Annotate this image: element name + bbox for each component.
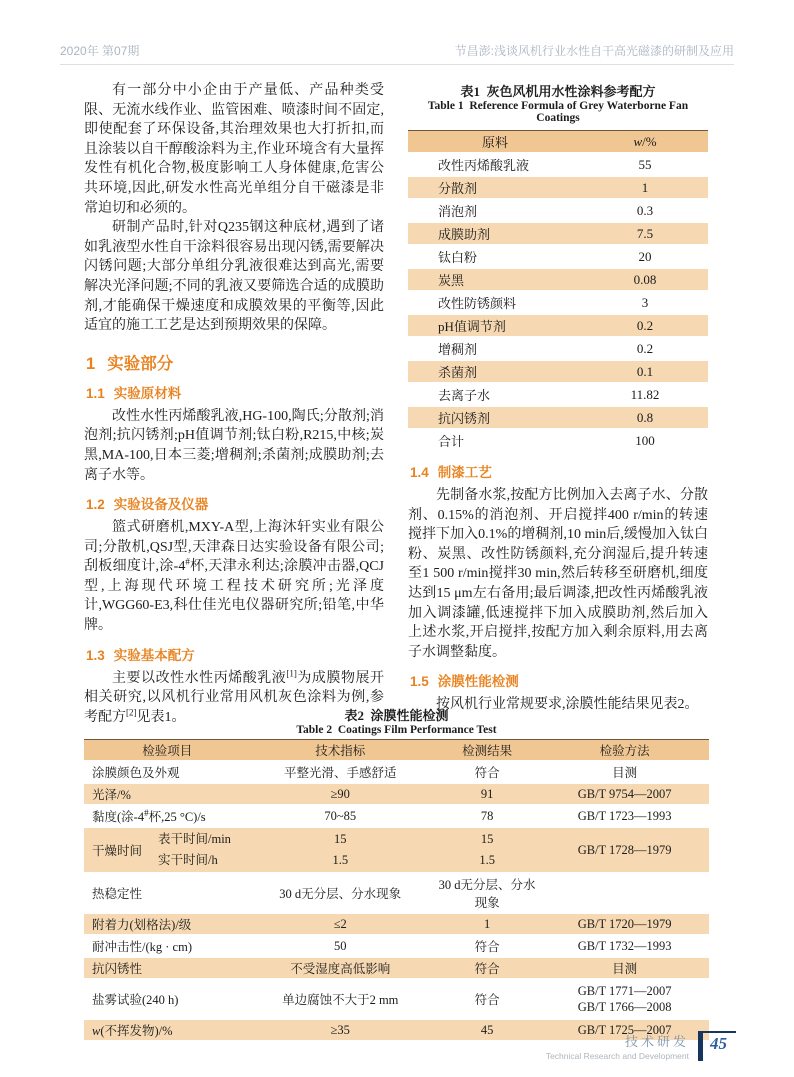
section-heading-1-1: 1.1 实验原材料 bbox=[86, 385, 182, 401]
table2-caption-zh: 表2 涂膜性能检测 bbox=[344, 708, 449, 723]
table-row: 抗闪锈剂 0.8 bbox=[408, 406, 708, 429]
header-rule bbox=[60, 64, 734, 65]
section-1-3-text: 主要以改性水性丙烯酸乳液[1]为成膜物展开相关研究,以风机行业常用风机灰色涂料为例,参考配方[2]见表1。 bbox=[84, 668, 385, 725]
table-row: 分散剂 1 bbox=[408, 176, 708, 199]
table-row: 杀菌剂 0.1 bbox=[408, 360, 708, 383]
table-row: 热稳定性 30 d无分层、分水现象 30 d无分层、分水现象 bbox=[84, 873, 709, 913]
table2-section bbox=[84, 705, 709, 1042]
section-heading-1-5: 1.5 涂膜性能检测 bbox=[410, 674, 519, 690]
table-row: 附着力(划格法)/级 ≤2 1 GB/T 1720—1979 bbox=[84, 913, 709, 935]
table-row: 抗闪锈性 不受湿度高低影响 符合 目测 bbox=[84, 957, 709, 979]
intro-paragraph-1: 有一部分中小企由于产量低、产品种类受限、无流水线作业、监管困难、喷漆时间不固定,即使配套了环保设备,其治理效果也大打折扣,而且涂装以自干醇酸涂料为主,作业环境含有大量挥发性有机化合物,极度影响工人身体健康,危害公共环境,因此,研发水性高光单组分自干磁漆是非常迫切和必须的。 bbox=[84, 83, 384, 216]
table-row: 耐冲击性/(kg · cm) 50 符合 GB/T 1732—1993 bbox=[84, 935, 709, 957]
table-row-drying-time: 干燥时间 表干时间/min 实干时间/h 15 1.5 15 1.5 GB/T 1728—1979 bbox=[84, 827, 709, 873]
page-number-box bbox=[698, 1031, 736, 1061]
table-row: 盐雾试验(240 h) 单边腐蚀不大于2 mm 符合 GB/T 1771—2007 GB/T 1766—2008 bbox=[84, 979, 709, 1019]
table2-header-row bbox=[84, 740, 709, 762]
table1-col2-header: w/% bbox=[582, 131, 708, 154]
table2-col-result: 检测结果 bbox=[434, 740, 540, 762]
page-footer bbox=[546, 1031, 736, 1061]
table2-col-item: 检验项目 bbox=[84, 740, 247, 762]
section-1-5-text: 按风机行业常规要求,涂膜性能结果见表2。 bbox=[436, 697, 699, 713]
left-column bbox=[84, 81, 385, 725]
table1-header-row bbox=[408, 131, 708, 154]
table-row: 合计 100 bbox=[408, 429, 708, 452]
table-row: pH值调节剂 0.2 bbox=[408, 314, 708, 337]
right-column bbox=[408, 81, 708, 713]
footer-section-en: Technical Research and Development bbox=[545, 1051, 689, 1061]
table2-performance bbox=[84, 739, 709, 1042]
table-row: 去离子水 11.82 bbox=[408, 383, 708, 406]
header-running-title: 节昌澎:浅谈风机行业水性自干高光磁漆的研制及应用 bbox=[454, 44, 734, 58]
table-row: 增稠剂 0.2 bbox=[408, 337, 708, 360]
section-1-2-text: 篮式研磨机,MXY-A型,上海沐轩实业有限公司;分散机,QSJ型,天津森日达实验设备有限公司;刮板细度计,涂-4#杯,天津永利达;涂膜冲击器,QCJ型,上海现代环境工程技术研究所;光泽度计,WGG60-E3,科仕佳光电仪器研究所;铅笔,中华牌。 bbox=[84, 520, 384, 634]
section-1-1-text: 改性水性丙烯酸乳液,HG-100,陶氏;分散剂;消泡剂;抗闪锈剂;pH值调节剂;钛白粉,R215,中核;炭黑,MA-100,日本三菱;增稠剂;杀菌剂;成膜助剂;去离子水等。 bbox=[84, 408, 384, 483]
table-row: 改性丙烯酸乳液 55 bbox=[408, 153, 708, 176]
table1-body bbox=[408, 153, 708, 452]
table-row: 涂膜颜色及外观 平整光滑、手感舒适 符合 目测 bbox=[84, 761, 709, 783]
table-row: 黏度(涂-4#杯,25 °C)/s 70~85 78 GB/T 1723—1993 bbox=[84, 805, 709, 827]
footer-section-zh: 技术研发 bbox=[624, 1034, 689, 1049]
table1-formula bbox=[408, 130, 708, 453]
table-row: 改性防锈颜料 3 bbox=[408, 291, 708, 314]
table-row: 光泽/% ≥90 91 GB/T 9754—2007 bbox=[84, 783, 709, 805]
page-number: 45 bbox=[710, 1034, 727, 1053]
footer-section-name bbox=[546, 1031, 689, 1061]
table1-wrap bbox=[408, 130, 708, 453]
section-heading-1-4: 1.4 制漆工艺 bbox=[410, 465, 492, 480]
table-row: 成膜助剂 7.5 bbox=[408, 222, 708, 245]
header-issue: 2020年 第07期 bbox=[60, 44, 140, 58]
page-header bbox=[60, 42, 734, 59]
table-row: 钛白粉 20 bbox=[408, 245, 708, 268]
section-heading-1: 1 实验部分 bbox=[86, 354, 174, 373]
table-row: w(不挥发物)/% ≥35 45 GB/T 1725—2007 bbox=[84, 1019, 709, 1041]
table2-caption-en: Table 2 Coatings Film Performance Test bbox=[296, 724, 497, 736]
intro-paragraph-2: 研制产品时,针对Q235钢这种底材,遇到了诸如乳液型水性自干涂料很容易出现闪锈,需要解决闪锈问题;大部分单组分乳液很难达到高光,需要解决光泽问题;不同的乳液又要筛选合适的成膜助剂,才能确保干燥速度和成膜效果的平衡等,因此适宜的施工工艺是达到预期效果的保障。 bbox=[84, 220, 384, 334]
table2-col-method: 检验方法 bbox=[540, 740, 709, 762]
drying-time-label: 干燥时间 bbox=[92, 844, 143, 858]
table1-caption-en-line2: Coatings bbox=[536, 112, 580, 124]
table1-col1-header: 原料 bbox=[408, 131, 582, 154]
section-heading-1-3: 1.3 实验基本配方 bbox=[86, 647, 195, 663]
section-1-4-text: 先制备水浆,按配方比例加入去离子水、分散剂、0.15%的消泡剂、开启搅拌400 r/min的转速搅拌下加入0.1%的增稠剂,10 min后,缓慢加入钛白粉、炭黑、改性防锈颜料,充分润湿后,提升转速至1 500 r/min搅拌30 min,然后转移至研磨机,细度达到15 μm左右备用;最后调漆,把改性丙烯酸乳液加入调漆罐,低速搅拌下加入成膜助剂,然后加入上述水浆,开启搅拌,按配方加入剩余原料,用去离子水调整黏度。 bbox=[408, 488, 708, 660]
section-heading-1-2: 1.2 实验设备及仪器 bbox=[86, 497, 209, 513]
table1-caption-zh: 表1 灰色风机用水性涂料参考配方 bbox=[460, 84, 656, 99]
table2-col-spec: 技术指标 bbox=[247, 740, 435, 762]
table1-caption-en-line1: Table 1 Reference Formula of Grey Waterborne Fan bbox=[427, 100, 689, 112]
table-row: 炭黑 0.08 bbox=[408, 268, 708, 291]
table-row: 消泡剂 0.3 bbox=[408, 199, 708, 222]
